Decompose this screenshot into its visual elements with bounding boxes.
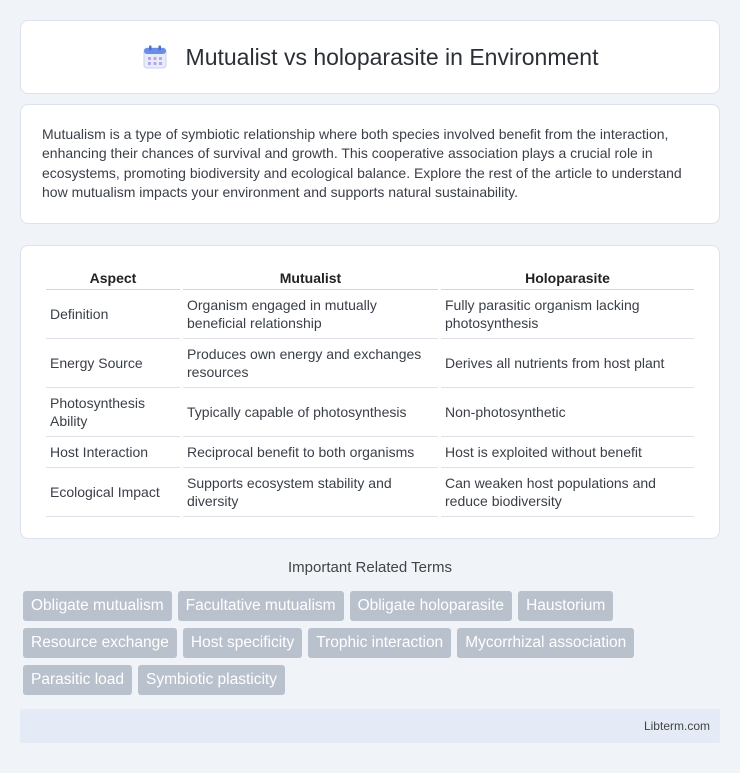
cell-holoparasite: Derives all nutrients from host plant [441, 339, 694, 388]
cell-holoparasite: Fully parasitic organism lacking photosynthesis [441, 290, 694, 339]
cell-holoparasite: Host is exploited without benefit [441, 437, 694, 468]
footer-site-link[interactable]: Libterm.com [643, 719, 710, 733]
cell-aspect: Host Interaction [46, 437, 180, 468]
cell-mutualist: Supports ecosystem stability and diversity [183, 468, 438, 517]
header-aspect: Aspect [46, 266, 180, 290]
related-term-tag[interactable]: Obligate holoparasite [350, 591, 513, 621]
table-row [46, 339, 694, 388]
table-row [46, 468, 694, 517]
cell-aspect: Ecological Impact [46, 468, 180, 517]
cell-aspect: Energy Source [46, 339, 180, 388]
cell-holoparasite: Can weaken host populations and reduce biodiversity [441, 468, 694, 517]
cell-mutualist: Reciprocal benefit to both organisms [183, 437, 438, 468]
related-terms-list [23, 591, 713, 695]
header-mutualist: Mutualist [183, 266, 438, 290]
intro-card [20, 104, 720, 224]
header-card [20, 20, 720, 94]
table-header-row [46, 266, 694, 290]
calendar-icon [142, 44, 168, 70]
table-row [46, 437, 694, 468]
cell-holoparasite: Non-photosynthetic [441, 388, 694, 437]
related-term-tag[interactable]: Parasitic load [23, 665, 132, 695]
cell-mutualist: Organism engaged in mutually beneficial relationship [183, 290, 438, 339]
related-term-tag[interactable]: Resource exchange [23, 628, 177, 658]
table-row [46, 290, 694, 339]
table-row [46, 388, 694, 437]
cell-aspect: Definition [46, 290, 180, 339]
comparison-table [43, 266, 697, 517]
intro-text: Mutualism is a type of symbiotic relationship where both species involved benefit from the interaction, enhancing their chances of survival and growth. This cooperative association plays a crucial role in ecosystems, promoting biodiversity and ecological balance. Explore the rest of the article to understand how mutualism impacts your environment and supports natural sustainability. [42, 126, 682, 200]
cell-aspect: Photosynthesis Ability [46, 388, 180, 437]
header-holoparasite: Holoparasite [441, 266, 694, 290]
footer [20, 709, 720, 743]
related-term-tag[interactable]: Trophic interaction [308, 628, 451, 658]
related-term-tag[interactable]: Facultative mutualism [178, 591, 344, 621]
related-term-tag[interactable]: Symbiotic plasticity [138, 665, 285, 695]
cell-mutualist: Produces own energy and exchanges resources [183, 339, 438, 388]
page-title: Mutualist vs holoparasite in Environment [185, 43, 599, 70]
related-terms-title: Important Related Terms [288, 559, 452, 576]
related-term-tag[interactable]: Mycorrhizal association [457, 628, 634, 658]
comparison-table-card [20, 245, 720, 539]
related-term-tag[interactable]: Obligate mutualism [23, 591, 172, 621]
cell-mutualist: Typically capable of photosynthesis [183, 388, 438, 437]
related-term-tag[interactable]: Haustorium [518, 591, 613, 621]
related-term-tag[interactable]: Host specificity [183, 628, 302, 658]
